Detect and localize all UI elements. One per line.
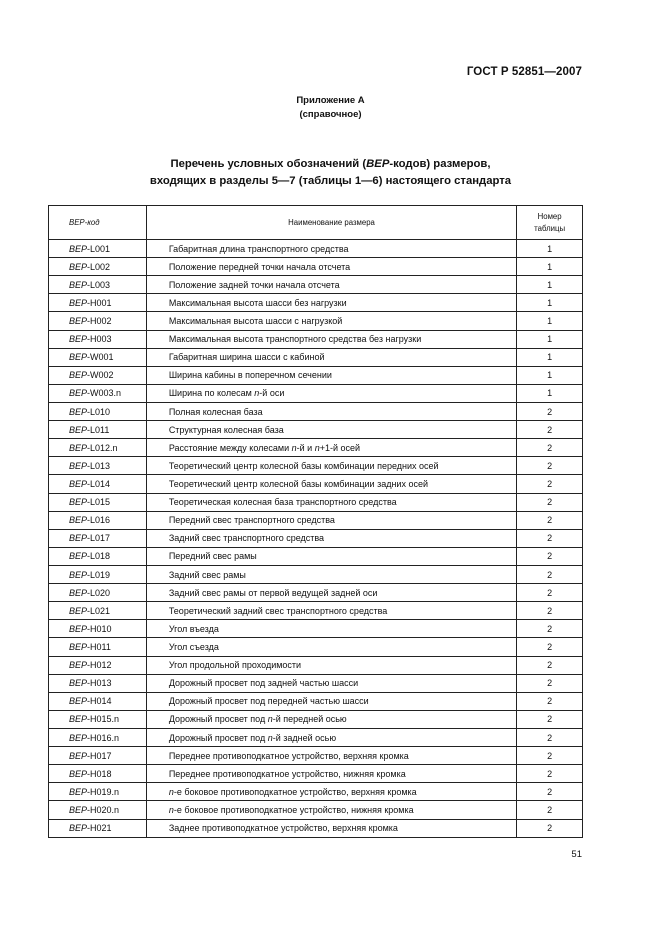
dimension-name: Ширина по колесам n-й оси <box>146 384 516 402</box>
bep-prefix: BEP <box>69 424 88 435</box>
bep-code-suffix: -H003 <box>87 334 112 345</box>
table-number: 1 <box>517 330 583 348</box>
table-row <box>49 439 583 457</box>
table-row <box>49 728 583 746</box>
bep-code <box>49 294 147 312</box>
bep-code-suffix: -L003 <box>87 279 111 290</box>
bep-prefix: BEP <box>69 442 88 453</box>
bep-code-suffix: -H012 <box>87 660 112 671</box>
bep-code-suffix: -L001 <box>87 243 111 254</box>
dimension-name: Теоретический задний свес транспортного средства <box>146 602 516 620</box>
bep-code <box>49 765 147 783</box>
table-number: 2 <box>517 819 583 837</box>
bep-code <box>49 493 147 511</box>
dimension-name: Полная колесная база <box>146 402 516 420</box>
table-number: 2 <box>517 674 583 692</box>
bep-prefix: BEP <box>69 696 88 707</box>
table-number: 2 <box>517 565 583 583</box>
bep-prefix: BEP <box>69 641 88 652</box>
header-table-line-2: таблицы <box>534 223 566 233</box>
table-number: 2 <box>517 584 583 602</box>
dimension-name: Переднее противоподкатное устройство, нижняя кромка <box>146 765 516 783</box>
dimension-name: Ширина кабины в поперечном сечении <box>146 366 516 384</box>
bep-code <box>49 547 147 565</box>
table-row <box>49 620 583 638</box>
bep-prefix: BEP <box>69 243 88 254</box>
table-row <box>49 457 583 475</box>
table-number: 1 <box>517 366 583 384</box>
bep-prefix: BEP <box>69 515 88 526</box>
bep-prefix: BEP <box>69 279 88 290</box>
annex-subtitle: (справочное) <box>299 109 362 120</box>
annex-heading <box>0 94 661 122</box>
bep-prefix: BEP <box>69 732 88 743</box>
dimension-name: Максимальная высота транспортного средства без нагрузки <box>146 330 516 348</box>
bep-code <box>49 475 147 493</box>
dimension-name: n-е боковое противоподкатное устройство, нижняя кромка <box>146 801 516 819</box>
table-number: 2 <box>517 439 583 457</box>
table-row <box>49 747 583 765</box>
table-number: 2 <box>517 475 583 493</box>
dimension-name: Переднее противоподкатное устройство, верхняя кромка <box>146 747 516 765</box>
bep-code-suffix: -W002 <box>87 370 114 381</box>
table-number: 2 <box>517 421 583 439</box>
dimension-name: Максимальная высота шасси с нагрузкой <box>146 312 516 330</box>
table-number: 2 <box>517 620 583 638</box>
bep-prefix: BEP <box>69 678 88 689</box>
bep-prefix: BEP <box>69 569 88 580</box>
bep-prefix: BEP <box>69 478 88 489</box>
bep-prefix: BEP <box>69 370 88 381</box>
table-row <box>49 511 583 529</box>
title-line-2: входящих в разделы 5—7 (таблицы 1—6) настоящего стандарта <box>149 174 512 187</box>
dimension-name: Габаритная ширина шасси с кабиной <box>146 348 516 366</box>
table-number: 2 <box>517 511 583 529</box>
dimension-name: Передний свес транспортного средства <box>146 511 516 529</box>
dimension-name: Передний свес рамы <box>146 547 516 565</box>
title-bep: BEP <box>366 158 390 170</box>
bep-code-suffix: -H013 <box>87 678 112 689</box>
bep-prefix: BEP <box>69 786 88 797</box>
header-table-number <box>517 206 583 240</box>
dimension-name: Положение передней точки начала отсчета <box>146 258 516 276</box>
table-number: 2 <box>517 747 583 765</box>
bep-prefix: BEP <box>69 460 88 471</box>
table-row <box>49 765 583 783</box>
dimension-name: Дорожный просвет под задней частью шасси <box>146 674 516 692</box>
bep-prefix: BEP <box>69 388 88 399</box>
header-table-line-1: Номер <box>537 211 562 221</box>
header-name: Наименование размера <box>146 206 516 240</box>
table-row <box>49 312 583 330</box>
bep-code <box>49 312 147 330</box>
bep-prefix: BEP <box>69 551 88 562</box>
dimension-name: Задний свес рамы <box>146 565 516 583</box>
table-row <box>49 421 583 439</box>
bep-code-suffix: -W001 <box>87 352 114 363</box>
bep-prefix: BEP <box>69 315 88 326</box>
bep-code-suffix: -L011 <box>87 424 110 435</box>
table-row <box>49 348 583 366</box>
annex-title: Приложение А <box>296 95 365 106</box>
page-number: 51 <box>571 849 582 860</box>
table-number: 1 <box>517 312 583 330</box>
bep-prefix: BEP <box>69 352 88 363</box>
bep-code <box>49 529 147 547</box>
bep-prefix: BEP <box>69 768 88 779</box>
bep-code <box>49 565 147 583</box>
title-part-2: -кодов) размеров, <box>389 158 491 170</box>
bep-code <box>49 330 147 348</box>
dimension-name: Теоретическая колесная база транспортного средства <box>146 493 516 511</box>
bep-prefix: BEP <box>69 334 88 345</box>
table-number: 2 <box>517 493 583 511</box>
bep-code-suffix: -H015.n <box>87 714 120 725</box>
bep-code-suffix: -L021 <box>87 605 111 616</box>
bep-code-suffix: -H020.n <box>87 804 120 815</box>
bep-code <box>49 728 147 746</box>
table-row <box>49 384 583 402</box>
table-row <box>49 493 583 511</box>
dimension-name: Теоретический центр колесной базы комбинации передних осей <box>146 457 516 475</box>
bep-code <box>49 457 147 475</box>
table-number: 2 <box>517 547 583 565</box>
bep-code <box>49 439 147 457</box>
table-row <box>49 801 583 819</box>
bep-code-suffix: -L014 <box>87 478 111 489</box>
bep-code <box>49 819 147 837</box>
standard-number: ГОСТ Р 52851—2007 <box>466 66 582 78</box>
bep-code <box>49 747 147 765</box>
dimension-name: Заднее противоподкатное устройство, верхняя кромка <box>146 819 516 837</box>
bep-prefix: BEP <box>69 660 88 671</box>
bep-code-suffix: -L018 <box>87 551 111 562</box>
bep-code-suffix: -H016.n <box>87 732 120 743</box>
dimension-name: Задний свес транспортного средства <box>146 529 516 547</box>
table-number: 1 <box>517 348 583 366</box>
bep-prefix: BEP <box>69 714 88 725</box>
table-row <box>49 402 583 420</box>
dimension-name: Дорожный просвет под передней частью шасси <box>146 692 516 710</box>
table-row <box>49 783 583 801</box>
table-row <box>49 692 583 710</box>
dimension-name: Дорожный просвет под n-й передней осью <box>146 710 516 728</box>
table-number: 2 <box>517 602 583 620</box>
title-part-1: Перечень условных обозначений ( <box>170 158 367 170</box>
table-number: 2 <box>517 638 583 656</box>
bep-code-suffix: -L017 <box>87 533 111 544</box>
bep-code-suffix: -L002 <box>87 261 111 272</box>
codes-table <box>48 205 583 838</box>
dimension-name: Расстояние между колесами n-й и n+1-й осей <box>146 439 516 457</box>
table-number: 1 <box>517 258 583 276</box>
bep-code-suffix: -H021 <box>87 823 112 834</box>
bep-code-suffix: -H019.n <box>87 786 120 797</box>
bep-code <box>49 384 147 402</box>
table-row <box>49 674 583 692</box>
table-number: 2 <box>517 656 583 674</box>
bep-prefix: BEP <box>69 587 88 598</box>
bep-code <box>49 276 147 294</box>
document-title <box>0 156 661 189</box>
bep-code-suffix: -L013 <box>87 460 111 471</box>
dimension-name: Структурная колесная база <box>146 421 516 439</box>
bep-prefix: BEP <box>69 533 88 544</box>
table-number: 2 <box>517 801 583 819</box>
table-row <box>49 240 583 258</box>
bep-prefix: BEP <box>69 261 88 272</box>
bep-prefix: BEP <box>69 823 88 834</box>
table-header-row <box>49 206 583 240</box>
table-number: 1 <box>517 294 583 312</box>
table-row <box>49 819 583 837</box>
table-row <box>49 258 583 276</box>
bep-code-suffix: -L010 <box>87 406 111 417</box>
table-number: 2 <box>517 529 583 547</box>
bep-code <box>49 240 147 258</box>
dimension-name: n-е боковое противоподкатное устройство, верхняя кромка <box>146 783 516 801</box>
bep-code <box>49 511 147 529</box>
table-row <box>49 602 583 620</box>
table-row <box>49 330 583 348</box>
bep-code-suffix: -H010 <box>87 623 112 634</box>
bep-prefix: BEP <box>69 804 88 815</box>
bep-code-suffix: -H017 <box>87 750 112 761</box>
dimension-name: Максимальная высота шасси без нагрузки <box>146 294 516 312</box>
bep-prefix: BEP <box>69 623 88 634</box>
bep-code <box>49 258 147 276</box>
bep-code-suffix: -H011 <box>87 641 111 652</box>
bep-prefix: BEP <box>69 605 88 616</box>
bep-prefix: BEP <box>69 406 88 417</box>
header-code: BEP-код <box>49 206 147 240</box>
dimension-name: Угол въезда <box>146 620 516 638</box>
title-line-1 <box>0 156 661 173</box>
table-number: 2 <box>517 402 583 420</box>
bep-code-suffix: -H014 <box>87 696 112 707</box>
table-row <box>49 656 583 674</box>
bep-prefix: BEP <box>69 750 88 761</box>
table-row <box>49 565 583 583</box>
bep-code-suffix: -H018 <box>87 768 112 779</box>
dimension-name: Теоретический центр колесной базы комбинации задних осей <box>146 475 516 493</box>
table-row <box>49 638 583 656</box>
bep-code <box>49 801 147 819</box>
table-number: 2 <box>517 457 583 475</box>
bep-code <box>49 638 147 656</box>
bep-code-suffix: -L019 <box>87 569 111 580</box>
table-row <box>49 366 583 384</box>
table-row <box>49 276 583 294</box>
dimension-name: Задний свес рамы от первой ведущей задней оси <box>146 584 516 602</box>
bep-code-suffix: -L016 <box>87 515 111 526</box>
table-row <box>49 529 583 547</box>
table-row <box>49 584 583 602</box>
bep-code <box>49 692 147 710</box>
table-row <box>49 475 583 493</box>
bep-code <box>49 674 147 692</box>
bep-code <box>49 348 147 366</box>
dimension-name: Угол продольной проходимости <box>146 656 516 674</box>
bep-code <box>49 602 147 620</box>
bep-code-suffix: -H002 <box>87 315 112 326</box>
bep-code <box>49 620 147 638</box>
table-number: 1 <box>517 240 583 258</box>
bep-prefix: BEP <box>69 297 88 308</box>
table-number: 1 <box>517 384 583 402</box>
table-number: 1 <box>517 276 583 294</box>
bep-code-suffix: -L020 <box>87 587 111 598</box>
dimension-name: Дорожный просвет под n-й задней осью <box>146 728 516 746</box>
bep-code-suffix: -L012.n <box>87 442 118 453</box>
bep-code <box>49 656 147 674</box>
table-number: 2 <box>517 783 583 801</box>
bep-code <box>49 710 147 728</box>
bep-code <box>49 421 147 439</box>
dimension-name: Положение задней точки начала отсчета <box>146 276 516 294</box>
table-row <box>49 294 583 312</box>
bep-code <box>49 584 147 602</box>
bep-code <box>49 402 147 420</box>
bep-code <box>49 783 147 801</box>
bep-prefix: BEP <box>69 497 88 508</box>
dimension-name: Габаритная длина транспортного средства <box>146 240 516 258</box>
table-number: 2 <box>517 710 583 728</box>
bep-code-suffix: -H001 <box>87 297 112 308</box>
table-row <box>49 710 583 728</box>
table-body <box>49 240 583 838</box>
table-row <box>49 547 583 565</box>
table-number: 2 <box>517 728 583 746</box>
bep-code-suffix: -L015 <box>87 497 111 508</box>
table-number: 2 <box>517 765 583 783</box>
bep-code-suffix: -W003.n <box>87 388 122 399</box>
bep-code <box>49 366 147 384</box>
table-number: 2 <box>517 692 583 710</box>
dimension-name: Угол съезда <box>146 638 516 656</box>
